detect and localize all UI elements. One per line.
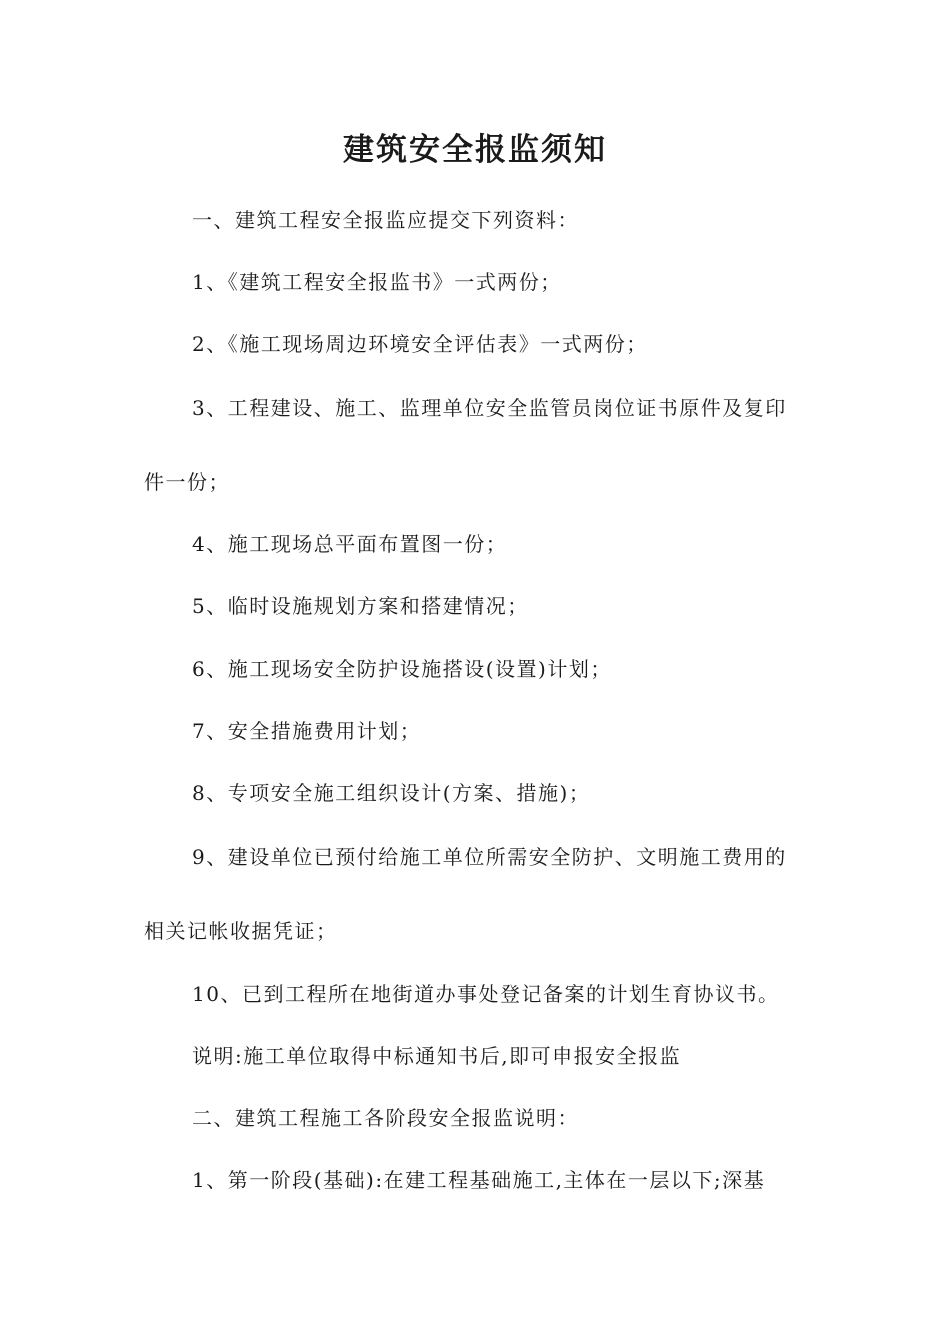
section-heading-2: 二、建筑工程施工各阶段安全报监说明： xyxy=(192,1106,579,1130)
list-item-9: 9、建设单位已预付给施工单位所需安全防护、文明施工费用的 xyxy=(192,845,787,869)
document-title: 建筑安全报监须知 xyxy=(343,132,607,168)
list-item-10: 10、已到工程所在地街道办事处登记备案的计划生育协议书。 xyxy=(192,982,780,1006)
section-heading-1: 一、建筑工程安全报监应提交下列资料： xyxy=(192,208,579,232)
list-item-5: 5、临时设施规划方案和搭建情况； xyxy=(192,594,529,618)
list-item-6: 6、施工现场安全防护设施搭设(设置)计划； xyxy=(192,657,612,681)
list-item-9-continued: 相关记帐收据凭证； xyxy=(144,919,338,943)
list-item-4: 4、施工现场总平面布置图一份； xyxy=(192,532,508,556)
list-item-8: 8、专项安全施工组织设计(方案、措施)； xyxy=(192,781,591,805)
list-item-1: 1、《建筑工程安全报监书》一式两份； xyxy=(192,270,562,294)
list-item-3-continued: 件一份； xyxy=(144,470,230,494)
list-item-3: 3、工程建设、施工、监理单位安全监管员岗位证书原件及复印 xyxy=(192,396,787,420)
stage-item-1: 1、第一阶段(基础):在建工程基础施工,主体在一层以下;深基 xyxy=(192,1168,766,1192)
note-paragraph: 说明:施工单位取得中标通知书后,即可申报安全报监 xyxy=(192,1044,682,1068)
list-item-7: 7、安全措施费用计划； xyxy=(192,719,422,743)
list-item-2: 2、《施工现场周边环境安全评估表》一式两份； xyxy=(192,332,648,356)
